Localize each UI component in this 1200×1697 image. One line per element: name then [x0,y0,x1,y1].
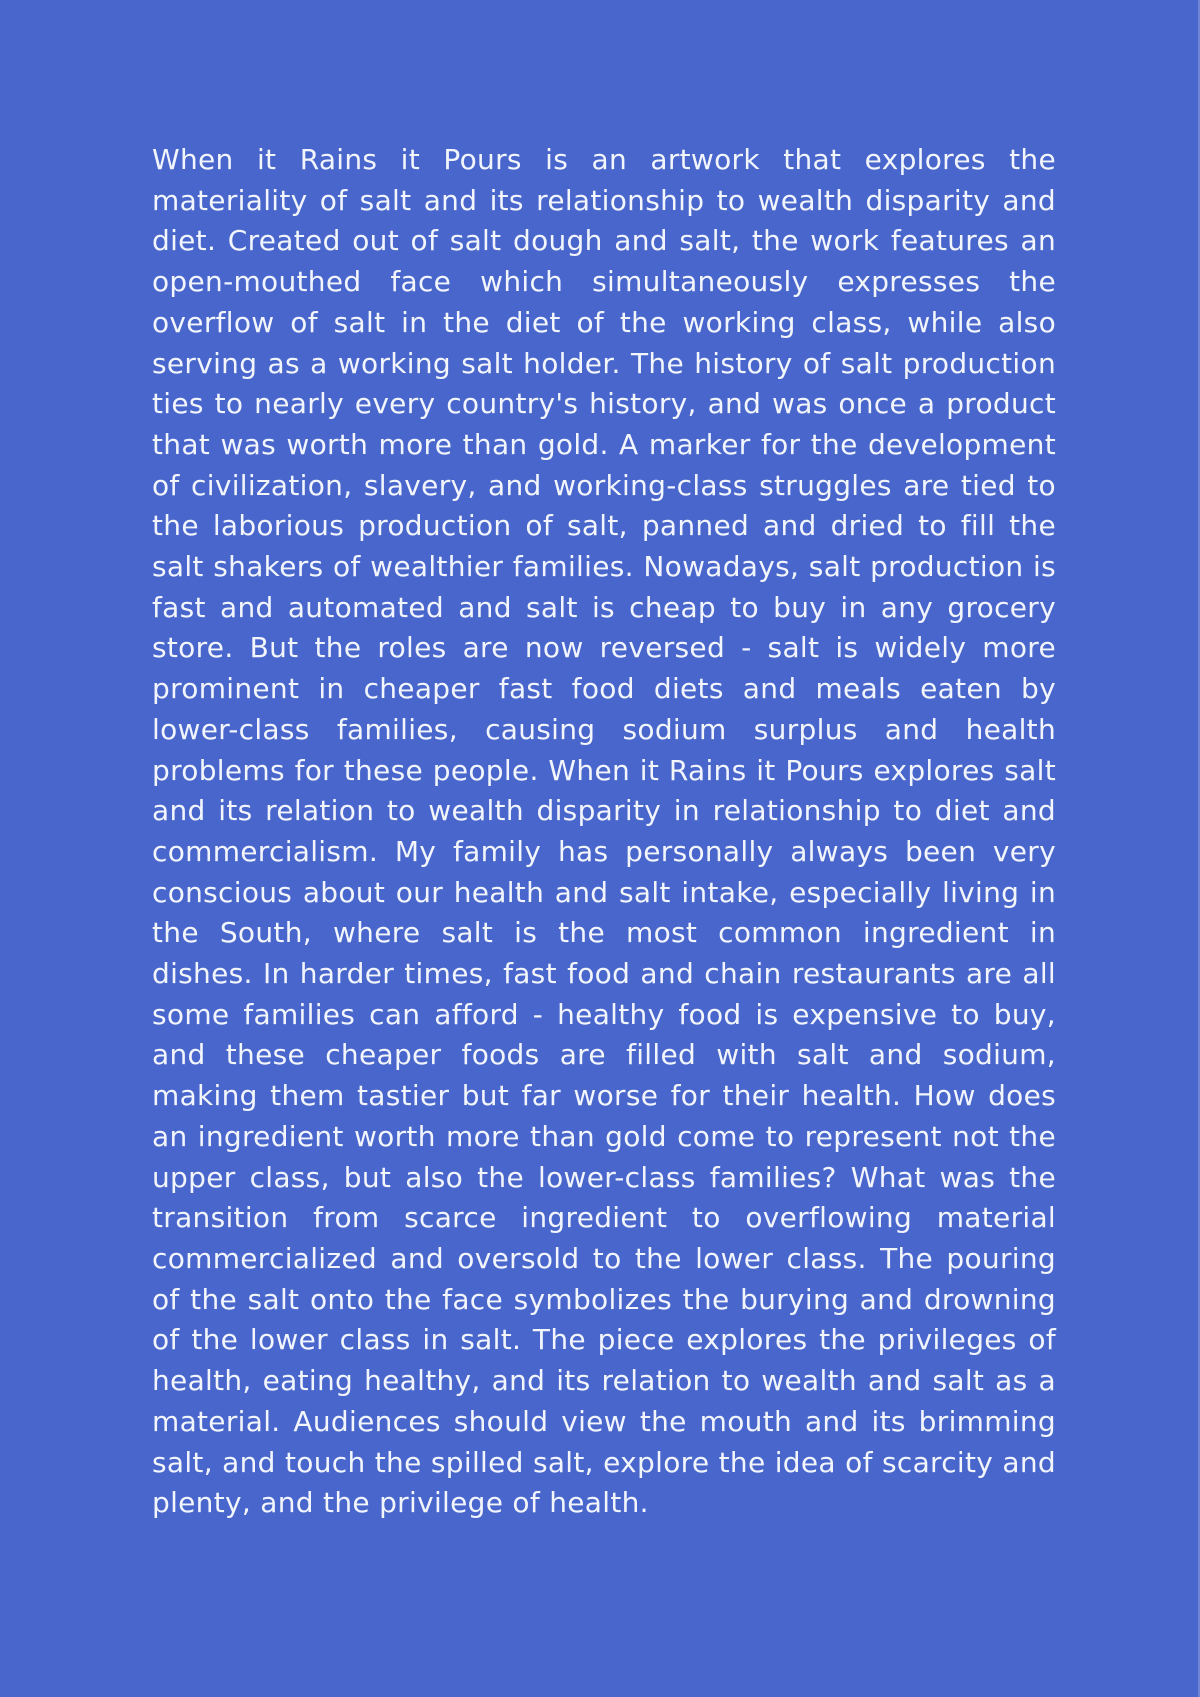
artwork-statement-paragraph: When it Rains it Pours is an artwork that explores the materiality of salt and its relationship to wealth disparity and diet. Created out of salt dough and salt, the work features an open-mouthed face which simultaneously expresses the overflow of salt in the diet of the working class, while also serving as a working salt holder. The history of salt production ties to nearly every country's history, and was once a product that was worth more than gold. A marker for the development of civilization, slavery, and working-class struggles are tied to the laborious production of salt, panned and dried to fill the salt shakers of wealthier families. Nowadays, salt production is fast and automated and salt is cheap to buy in any grocery store. But the roles are now reversed - salt is widely more prominent in cheaper fast food diets and meals eaten by lower-class families, causing sodium surplus and health problems for these people. When it Rains it Pours explores salt and its relation to wealth disparity in relationship to diet and commercialism. My family has personally always been very conscious about our health and salt intake, especially living in the South, where salt is the most common ingredient in dishes. In harder times, fast food and chain restaurants are all some families can afford - healthy food is expensive to buy, and these cheaper foods are filled with salt and sodium, making them tastier but far worse for their health. How does an ingredient worth more than gold come to represent not the upper class, but also the lower-class families? What was the transition from scarce ingredient to overflowing material commercialized and oversold to the lower class. The pouring of the salt onto the face symbolizes the burying and drowning of the lower class in salt. The piece explores the privileges of health, eating healthy, and its relation to wealth and salt as a material. Audiences should view the mouth and its brimming salt, and touch the spilled salt, explore the idea of scarcity and plenty, and the privilege of health. [152,143,1056,1520]
